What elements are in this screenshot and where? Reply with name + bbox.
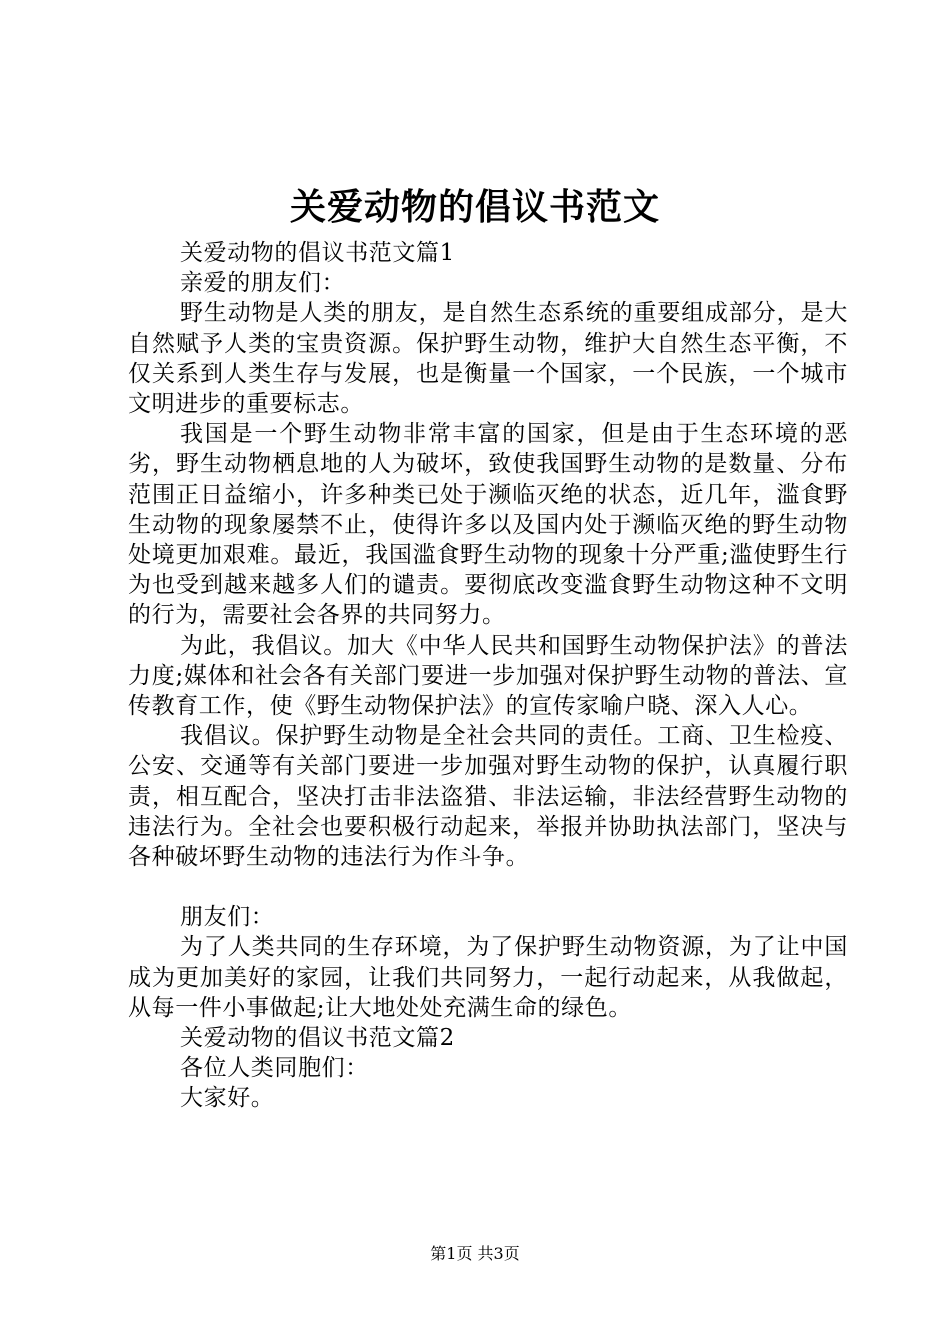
body-paragraph: 为了人类共同的生存环境，为了保护野生动物资源，为了让中国成为更加美好的家园，让我们共同努力，一起行动起来，从我做起，从每一件小事做起;让大地处处充满生命的绿色。 <box>128 934 848 1021</box>
body-paragraph: 我国是一个野生动物非常丰富的国家，但是由于生态环境的恶劣，野生动物栖息地的人为破坏，致使我国野生动物的是数量、分布范围正日益缩小，许多种类已处于濒临灭绝的状态，近几年，滥食野生动物的现象屡禁不止，使得许多以及国内处于濒临灭绝的野生动物处境更加艰难。最近，我国滥食野生动物的现象十分严重;滥使野生行为也受到越来越多人们的谴责。要彻底改变滥食野生动物这种不文明的行为，需要社会各界的共同努力。 <box>128 421 848 629</box>
greeting: 大家好。 <box>180 1085 275 1112</box>
closing-salutation: 朋友们： <box>180 904 275 931</box>
body-paragraph: 我倡议。保护野生动物是全社会共同的责任。工商、卫生检疫、公安、交通等有关部门要进一步加强对野生动物的保护，认真履行职责，相互配合，坚决打击非法盗猎、非法运输，非法经营野生动物的违法行为。全社会也要积极行动起来，举报并协助执法部门，坚决与各种破坏野生动物的违法行为作斗争。 <box>128 723 848 871</box>
document-body <box>128 238 848 1114</box>
page-number-footer: 第1页 共3页 <box>430 1244 520 1263</box>
section-heading-2: 关爱动物的倡议书范文篇2 <box>180 1025 455 1052</box>
body-paragraph: 为此，我倡议。加大《中华人民共和国野生动物保护法》的普法力度;媒体和社会各有关部门要进一步加强对保护野生动物的普法、宣传教育工作，使《野生动物保护法》的宣传家喻户晓、深入人心。 <box>128 632 848 720</box>
salutation: 亲爱的朋友们： <box>180 270 346 297</box>
document-title: 关爱动物的倡议书范文 <box>289 187 660 228</box>
salutation: 各位人类同胞们： <box>180 1055 369 1082</box>
body-paragraph: 野生动物是人类的朋友，是自然生态系统的重要组成部分，是大自然赋予人类的宝贵资源。保护野生动物，维护大自然生态平衡，不仅关系到人类生存与发展，也是衡量一个国家，一个民族，一个城市文明进步的重要标志。 <box>128 300 848 418</box>
section-heading-1: 关爱动物的倡议书范文篇1 <box>180 240 455 266</box>
